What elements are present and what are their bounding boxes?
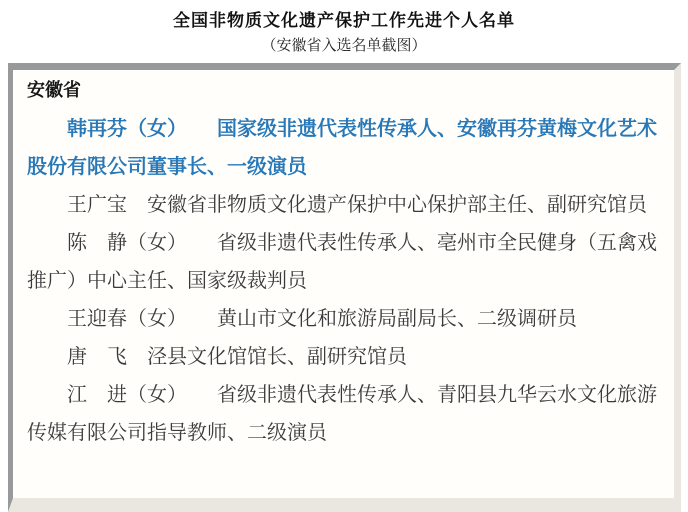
entry-wang-guangbao: 王广宝 安徽省非物质文化遗产保护中心保护部主任、副研究馆员 bbox=[67, 194, 647, 216]
entry-wang-yingchun: 王迎春（女） 黄山市文化和旅游局副局长、二级调研员 bbox=[67, 308, 577, 330]
document-header bbox=[0, 0, 688, 57]
screenshot-panel bbox=[8, 63, 681, 512]
entry-chen-jing: 陈 静（女） 省级非遗代表性传承人、亳州市全民健身（五禽戏推广）中心主任、国家级裁判员 bbox=[27, 232, 657, 292]
page-title: 全国非物质文化遗产保护工作先进个人名单 bbox=[173, 11, 515, 30]
entry-tang-fei: 唐 飞 泾县文化馆馆长、副研究馆员 bbox=[67, 346, 407, 368]
page-subtitle: （安徽省入选名单截图） bbox=[261, 37, 427, 54]
province-heading: 安徽省 bbox=[27, 80, 81, 100]
entry-han-zaifen: 韩再芬（女） 国家级非遗代表性传承人、安徽再芬黄梅文化艺术股份有限公司董事长、一级演员 bbox=[27, 118, 657, 178]
entry-jiang-jin: 江 进（女） 省级非遗代表性传承人、青阳县九华云水文化旅游传媒有限公司指导教师、二级演员 bbox=[27, 384, 657, 444]
